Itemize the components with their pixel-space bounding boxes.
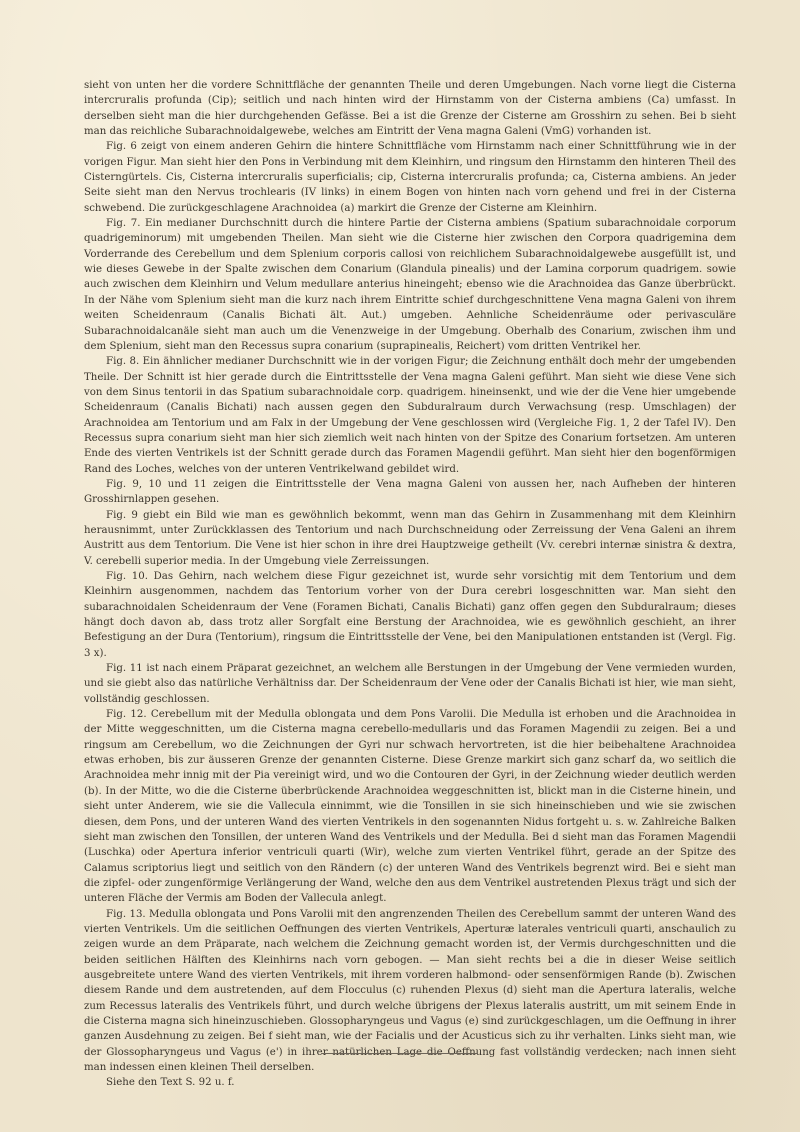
end-rule-divider [322,1053,478,1054]
paragraph-fig-10: Fig. 10. Das Gehirn, nach welchem diese Figur gezeichnet ist, wurde sehr vorsichtig mit dem Tentorium und dem Kleinhirn ausgenommen, nachdem das Tentorium vorher von der Dura cerebri losgeschnitten war. Man sieht den subarachnoidalen Scheidenraum der Vene (Foramen Bichati, Canalis Bichati) ganz offen gegen den Subduralraum; dieses hängt doch davon ab, dass trotz aller Sorgfalt eine Berstung der Arachnoidea, wie es gewöhnlich geschieht, an ihrer Befestigung an der Dura (Tentorium), ringsum die Eintrittsstelle der Vene, bei den Manipulationen entstanden ist (Vergl. Fig. 3 x). [84,571,736,659]
paragraph-text-reference: Siehe den Text S. 92 u. f. [106,1077,235,1089]
paragraph-fig-9-10-11: Fig. 9, 10 und 11 zeigen die Eintrittsstelle der Vena magna Galeni von aussen her, nach Aufheben der hinteren Grosshirnlappen gesehen. [84,478,736,506]
paragraph-fig-6: Fig. 6 zeigt von einem anderen Gehirn die hintere Schnittfläche vom Hirnstamm nach einer Schnittführung wie in der vorigen Figur. Man sieht hier den Pons in Verbindung mit dem Kleinhirn, und ringsum den Hirnstamm den hinteren Theil des Cisterngürtels. Cis, Cisterna intercruralis superficialis; cip, Cisterna intercruralis profunda; ca, Cisterna ambiens. An jeder Seite sieht man den Nervus trochlearis (IV links) in einem Bogen von hinten nach vorn gehend und frei in der Cisterna schwebend. Die zurückgeschlagene Arachnoidea (a) markirt die Grenze der Cisterne am Kleinhirn. [84,141,736,214]
paragraph-fig-12: Fig. 12. Cerebellum mit der Medulla oblongata und dem Pons Varolii. Die Medulla ist erhoben und die Arachnoidea in der Mitte weggeschnitten, um die Cisterna magna cerebello-medullaris und das Foramen Magendii zu zeigen. Bei a und ringsum am Cerebellum, wo die Zeichnungen der Gyri nur schwach hervortreten, ist die hier beibehaltene Arachnoidea etwas erhoben, bis zur äusseren Grenze der genannten Cisterne. Diese Grenze markirt sich ganz scharf da, wo seitlich die Arachnoidea mehr innig mit der Pia vereinigt wird, und wo die Contouren der Gyri, in der Zeichnung wieder deutlich werden (b). In der Mitte, wo die die Cisterne überbrückende Arachnoidea weggeschnitten ist, blickt man in die Cisterne hinein, und sieht unter Anderem, wie sie die Vallecula einnimmt, wie die Tonsillen in sie sich hineinschieben und wie sie zwischen diesen, dem Pons, und der unteren Wand des vierten Ventrikels in den sogenannten Nidus fortgeht u. s. w. Zahlreiche Balken sieht man zwischen den Tonsillen, der unteren Wand des Ventrikels und der Medulla. Bei d sieht man das Foramen Magendii (Luschka) oder Apertura inferior ventriculi quarti (Wir), welche zum vierten Ventrikel führt, gerade an der Spitze des Calamus scriptorius liegt und seitlich von den Rändern (c) der unteren Wand des Ventrikels begrenzt wird. Bei e sieht man die zipfel- oder zungenförmige Verlängerung der Wand, welche den aus dem Ventrikel austretenden Plexus trägt und sich der unteren Fläche der Vermis am Boden der Vallecula anlegt. [84,709,736,905]
paragraph-fig-8: Fig. 8. Ein ähnlicher medianer Durchschnitt wie in der vorigen Figur; die Zeichnung enthält doch mehr der umgebenden Theile. Der Schnitt ist hier gerade durch die Eintrittsstelle der Vena magna Galeni geführt. Man sieht wie diese Vene sich von dem Sinus tentorii in das Spatium subarachnoidale corp. quadrigem. hineinsenkt, und wie der die Vene hier umgebende Scheidenraum (Canalis Bichati) nach aussen gegen den Subduralraum durch Verwachsung (resp. Umschlagen) der Arachnoidea am Tentorium und am Falx in der Umgebung der Vene geschlossen wird (Vergleiche Fig. 1, 2 der Tafel IV). Den Recessus supra conarium sieht man hier sich ziemlich weit nach hinten von der Spitze des Conarium fortsetzen. Am unteren Ende des vierten Ventrikels ist der Schnitt gerade durch das Foramen Magendii geführt. Man sieht hier den bogenförmigen Rand des Loches, welches von der unteren Ventrikelwand gebildet wird. [84,356,736,475]
paragraph-fig-9: Fig. 9 giebt ein Bild wie man es gewöhnlich bekommt, wenn man das Gehirn in Zusammenhang mit dem Kleinhirn herausnimmt, unter Zurückklassen des Tentorium und nach Durchschneidung oder Zerreissung der Vena Galeni an ihrem Austritt aus dem Tentorium. Die Vene ist hier schon in ihre drei Hauptzweige getheilt (Vv. cerebri internæ sinistra & dextra, V. cerebelli superior media. In der Umgebung viele Zerreissungen. [84,509,736,567]
paragraph-fig-13: Fig. 13. Medulla oblongata und Pons Varolii mit den angrenzenden Theilen des Cerebellum sammt der unteren Wand des vierten Ventrikels. Um die seitlichen Oeffnungen des vierten Ventrikels, Aperturæ laterales ventriculi quarti, anschaulich zu zeigen wurde an dem Präparate, nach welchem die Zeichnung gemacht worden ist, der Vermis durchgeschnitten und die beiden seitlichen Hälften des Kleinhirns nach vorn gebogen. — Man sieht rechts bei a die in dieser Weise seitlich ausgebreitete untere Wand des vierten Ventrikels, mit ihrem vorderen halbmond- oder sensenförmigen Rande (b). Zwischen diesem Rande und dem austretenden, auf dem Flocculus (c) ruhenden Plexus (d) sieht man die Apertura lateralis, welche zum Recessus lateralis des Ventrikels führt, und durch welche übrigens der Plexus lateralis austritt, um mit seinem Ende in die Cisterna magna sich hineinzuschieben. Glossopharyngeus und Vagus (e) sind zurückgeschlagen, um die Oeffnung in ihrer ganzen Ausdehnung zu zeigen. Bei f sieht man, wie der Facialis und der Acusticus sich zu ihr verhalten. Links sieht man, wie der Glossopharyngeus und Vagus (e') in ihrer natürlichen Lage die Oeffnung fast vollständig verdecken; nach innen sieht man indessen einen kleinen Theil derselben. [84,908,736,1073]
paragraph-fig-7: Fig. 7. Ein medianer Durchschnitt durch die hintere Partie der Cisterna ambiens (Spatium subarachnoidale corporum quadrigeminorum) mit umgebenden Theilen. Man sieht wie die Cisterne hier zwischen den Corpora quadrigemina dem Vorderrande des Cerebellum und dem Splenium corporis callosi von reichlichem Subarachnoidalgewebe ausgefüllt ist, und wie dieses Gewebe in der Spalte zwischen dem Conarium (Glandula pinealis) und der Lamina corporum quadrigem. sowie auch zwischen dem Kleinhirn und Velum medullare anterius hineingeht; ebenso wie die Arachnoidea das Ganze überbrückt. In der Nähe vom Splenium sieht man die kurz nach ihrem Eintritte schief durchgeschnittene Vena magna Galeni von ihrem weiten Scheidenraum (Canalis Bichati ält. Aut.) umgeben. Aehnliche Scheidenräume oder perivasculäre Subarachnoidalcanäle sieht man auch um die Venenzweige in der Umgebung. Oberhalb des Conarium, zwischen ihm und dem Splenium, sieht man den Recessus supra conarium (suprapinealis, Reichert) vom dritten Ventrikel her. [84,218,736,352]
body-text [84,78,736,1091]
paragraph-fig-11: Fig. 11 ist nach einem Präparat gezeichnet, an welchem alle Berstungen in der Umgebung der Vene vermieden wurden, und sie giebt also das natürliche Verhältniss dar. Der Scheidenraum der Vene oder der Canalis Bichati ist hier, wie man sieht, vollständig geschlossen. [84,663,736,705]
paragraph-continuation: sieht von unten her die vordere Schnittfläche der genannten Theile und deren Umgebungen. Nach vorne liegt die Cisterna intercruralis profunda (Cip); seitlich und nach hinten wird der Hirnstamm von der Cisterna ambiens (Ca) umfasst. In derselben sieht man die hier durchgehenden Gefässe. Bei a ist die Grenze der Cisterne am Grosshirn zu sehen. Bei b sieht man das reichliche Subarachnoidalgewebe, welches am Eintritt der Vena magna Galeni (VmG) vorhanden ist. [84,80,736,138]
